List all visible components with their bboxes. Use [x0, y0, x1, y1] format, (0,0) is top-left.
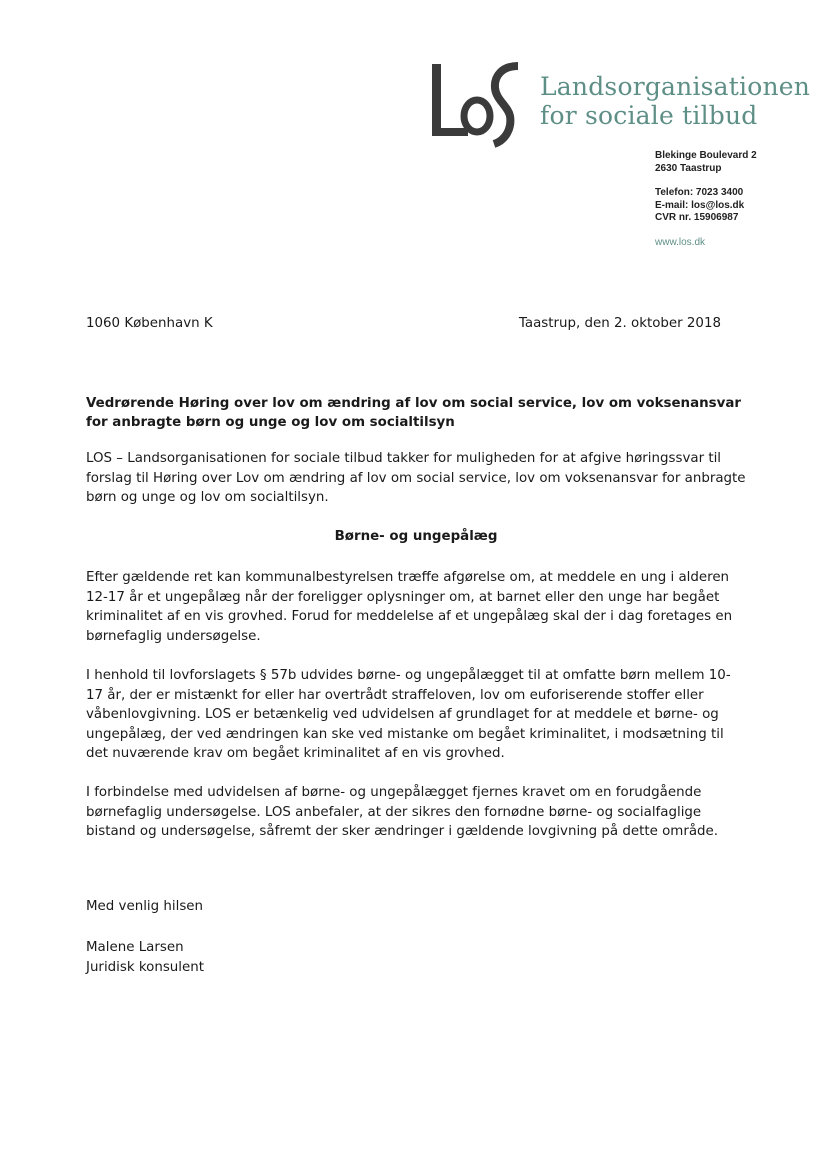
intro-paragraph: LOS – Landsorganisationen for sociale tilbud takker for muligheden for at afgive høringssvar til forslag til Høring over Lov om ændring af lov om social service, lov om voksenansvar for anbragte børn og unge og lov om socialtilsyn.	[86, 451, 746, 505]
phone-text: Telefon: 7023 3400	[655, 187, 744, 198]
org-name-line1: Landsorganisationen	[540, 72, 811, 101]
address-line2: 2630 Taastrup	[655, 162, 722, 174]
date-line: Taastrup, den 2. oktober 2018	[518, 316, 721, 331]
los-logo-icon	[428, 58, 524, 150]
signer-name: Malene Larsen	[86, 940, 184, 955]
email-text: E-mail: los@los.dk	[655, 199, 745, 211]
signature-block	[86, 938, 204, 977]
org-name-line2: for sociale tilbud	[540, 101, 758, 130]
cvr-text: CVR nr. 15906987	[655, 212, 739, 223]
signer-title: Juridisk konsulent	[86, 959, 204, 975]
closing-salutation: Med venlig hilsen	[86, 899, 204, 914]
letter-subject: Vedrørende Høring over lov om ændring af lov om social service, lov om voksenansvar for anbragte børn og unge og lov om socialtilsyn	[86, 396, 741, 430]
recipient-address: 1060 København K	[86, 316, 213, 331]
body-paragraph-2: I henhold til lovforslagets § 57b udvides børne- og ungepålægget til at omfatte børn mellem 10-17 år, der er mistænkt for eller har overtrådt straffeloven, lov om euforiserende stoffer eller våbenlovgivning. LOS er betænkelig ved udvidelsen af grundlaget for at meddele et børne- og ungepålæg, der ved ændringen kan ske ved mistanke om begået kriminalitet, i modsætning til det nuværende krav om begået kriminalitet af en vis grovhed.	[86, 668, 731, 761]
contact-block	[655, 150, 757, 249]
body-paragraph-1: Efter gældende ret kan kommunalbestyrelsen træffe afgørelse om, at meddele en ung i alderen 12-17 år et ungepålæg når der foreligger oplysninger om, at barnet eller den unge har begået kriminalitet af en vis grovhed. Forud for meddelelse af et ungepålæg skal der i dag foretages en børnefaglig undersøgelse.	[86, 570, 733, 644]
website-link[interactable]: www.los.dk	[655, 236, 706, 248]
address-line1: Blekinge Boulevard 2	[655, 150, 757, 161]
body-paragraph-3: I forbindelse med udvidelsen af børne- og ungepålægget fjernes kravet om en forudgående børnefaglig undersøgelse. LOS anbefaler, at der sikres den fornødne børne- og socialfaglige bistand og undersøgelse, såfremt der sker ændringer i gældende lovgivning på dette område.	[86, 785, 719, 839]
org-name	[540, 72, 810, 130]
section-heading: Børne- og ungepålæg	[334, 529, 498, 544]
